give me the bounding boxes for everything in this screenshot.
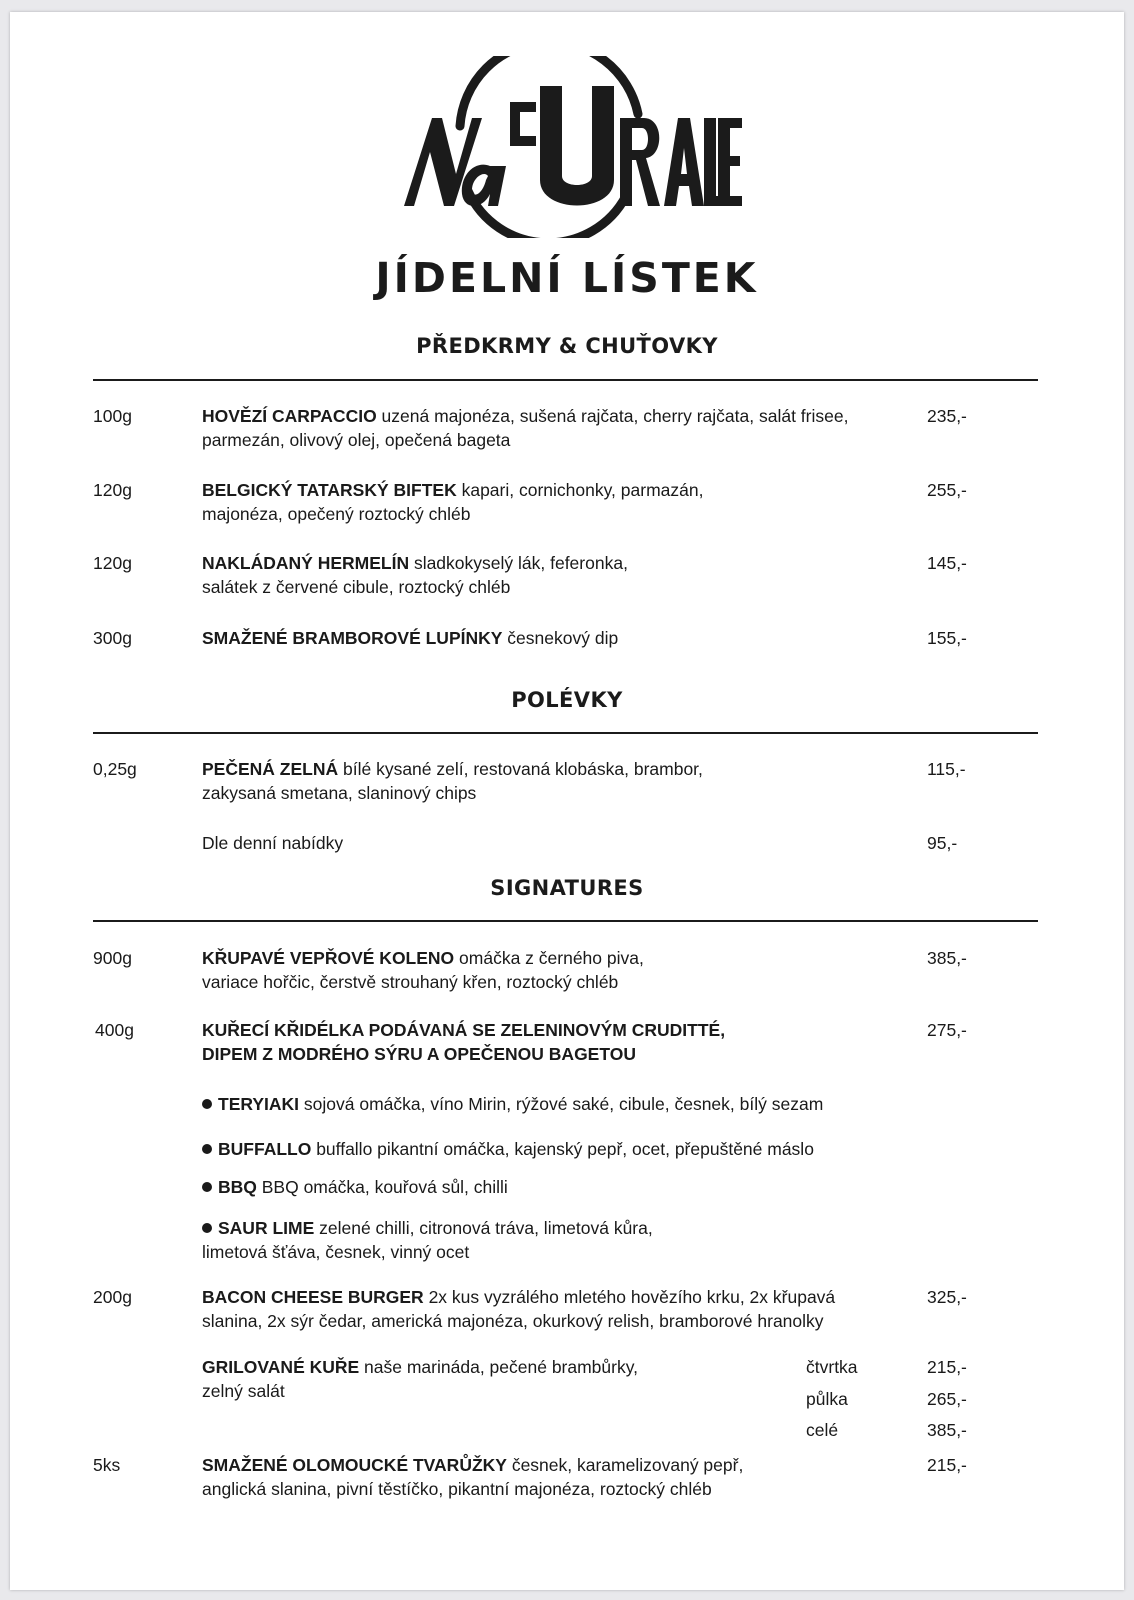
section-divider [93,732,1038,734]
item-name: PEČENÁ ZELNÁ [202,759,339,779]
sauce-desc-line1: zelené chilli, citronová tráva, limetová kůra, [314,1218,653,1238]
item-desc-line2: majonéza, opečený roztocký chléb [202,504,471,524]
item-desc-line2: zelný salát [202,1381,285,1401]
bullet-icon [202,1099,212,1109]
item-desc-line1: kapari, cornichonky, parmazán, [456,480,704,500]
item-description [202,757,892,805]
item-price: 145,- [927,553,967,573]
item-description [202,404,892,452]
item-weight: 100g [93,406,132,426]
item-weight: 400g [95,1020,134,1040]
item-price: 115,- [927,759,966,779]
item-name-line1: KUŘECÍ KŘIDÉLKA PODÁVANÁ SE ZELENINOVÝM CRUDITTÉ, [202,1020,726,1040]
item-desc-line2: parmezán, olivový olej, opečená bageta [202,430,511,450]
item-desc-line2: zakysaná smetana, slaninový chips [202,783,477,803]
section-heading-soups: POLÉVKY [511,688,623,712]
item-price: 255,- [927,480,967,500]
item-desc-line2: slanina, 2x sýr čedar, americká majonéza, okurkový relish, bramborové hranolky [202,1311,824,1331]
sauce-description [202,1175,892,1199]
item-description: Dle denní nabídky [202,833,344,853]
sauce-desc-line1: BBQ omáčka, kouřová sůl, chilli [256,1177,508,1197]
item-name-line2: DIPEM Z MODRÉHO SÝRU A OPEČENOU BAGETOU [202,1044,636,1064]
sauce-desc-line2: limetová šťáva, česnek, vinný ocet [202,1242,470,1262]
portion-label-quarter: čtvrtka [806,1357,858,1377]
item-desc-line1: 2x kus vyzrálého mletého hovězího krku, 2x křupavá [423,1287,836,1307]
item-price: 235,- [927,406,967,426]
menu-title: JÍDELNÍ LÍSTEK [375,254,759,302]
sauce-name: TERYIAKI [218,1094,300,1114]
item-desc-line1: uzená majonéza, sušená rajčata, cherry rajčata, salát frisee, [376,406,849,426]
item-desc-line1: česnekový dip [502,628,619,648]
portion-label-half: půlka [806,1389,848,1409]
item-price: 385,- [927,948,967,968]
item-price: 95,- [927,833,958,853]
item-price: 325,- [927,1287,967,1307]
item-desc-line2: anglická slanina, pivní těstíčko, pikantní majonéza, roztocký chléb [202,1479,712,1499]
item-price: 275,- [927,1020,967,1040]
section-divider [93,379,1038,381]
portion-price-whole: 385,- [927,1420,967,1440]
sauce-name: BUFFALLO [218,1139,312,1159]
item-desc-line2: variace hořčic, čerstvě strouhaný křen, roztocký chléb [202,972,619,992]
item-description [202,551,892,599]
item-desc-line1: sladkokyselý lák, feferonka, [409,553,628,573]
item-name: NAKLÁDANÝ HERMELÍN [202,553,410,573]
item-description [202,1355,782,1403]
section-heading-starters: PŘEDKRMY & CHUŤOVKY [416,334,718,358]
item-name: HOVĚZÍ CARPACCIO [202,406,377,426]
item-price: 155,- [927,628,967,648]
sauce-description [202,1137,892,1161]
bullet-icon [202,1144,212,1154]
sauce-desc-line1: sojová omáčka, víno Mirin, rýžové saké, cibule, česnek, bílý sezam [299,1094,824,1114]
item-weight: 300g [93,628,132,648]
item-desc-line1: bílé kysané zelí, restovaná klobáska, brambor, [338,759,703,779]
section-heading-signatures: SIGNATURES [490,876,644,900]
sauce-desc-line1: buffallo pikantní omáčka, kajenský pepř, ocet, přepuštěné máslo [311,1139,814,1159]
item-name: BELGICKÝ TATARSKÝ BIFTEK [202,480,457,500]
naurale-logo [398,56,746,238]
item-name: GRILOVANÉ KUŘE [202,1357,360,1377]
portion-price-half: 265,- [927,1389,967,1409]
item-description [202,626,892,650]
item-description [202,478,892,526]
item-description [202,1453,892,1501]
item-weight: 120g [93,480,132,500]
item-name: KŘUPAVÉ VEPŘOVÉ KOLENO [202,948,455,968]
sauce-description [202,1216,892,1264]
item-weight: 200g [93,1287,132,1307]
item-weight: 0,25g [93,759,137,779]
section-divider [93,920,1038,922]
item-description [202,946,892,994]
item-weight: 900g [93,948,132,968]
item-desc-line1: omáčka z černého piva, [454,948,644,968]
bullet-icon [202,1182,212,1192]
item-desc-line1: česnek, karamelizovaný pepř, [506,1455,744,1475]
sauce-name: SAUR LIME [218,1218,315,1238]
sauce-description [202,1092,892,1116]
item-price: 215,- [927,1455,967,1475]
portion-label-whole: celé [806,1420,839,1440]
item-desc-line2: salátek z červené cibule, roztocký chléb [202,577,511,597]
item-name: BACON CHEESE BURGER [202,1287,424,1307]
item-weight: 5ks [93,1455,121,1475]
item-description [202,1018,892,1066]
item-desc-line1: naše marináda, pečené brambůrky, [359,1357,639,1377]
bullet-icon [202,1223,212,1233]
item-description [202,1285,902,1333]
item-weight: 120g [93,553,132,573]
item-name: SMAŽENÉ OLOMOUCKÉ TVARŮŽKY [202,1455,507,1475]
item-name: SMAŽENÉ BRAMBOROVÉ LUPÍNKY [202,628,503,648]
portion-price-quarter: 215,- [927,1357,967,1377]
sauce-name: BBQ [218,1177,257,1197]
